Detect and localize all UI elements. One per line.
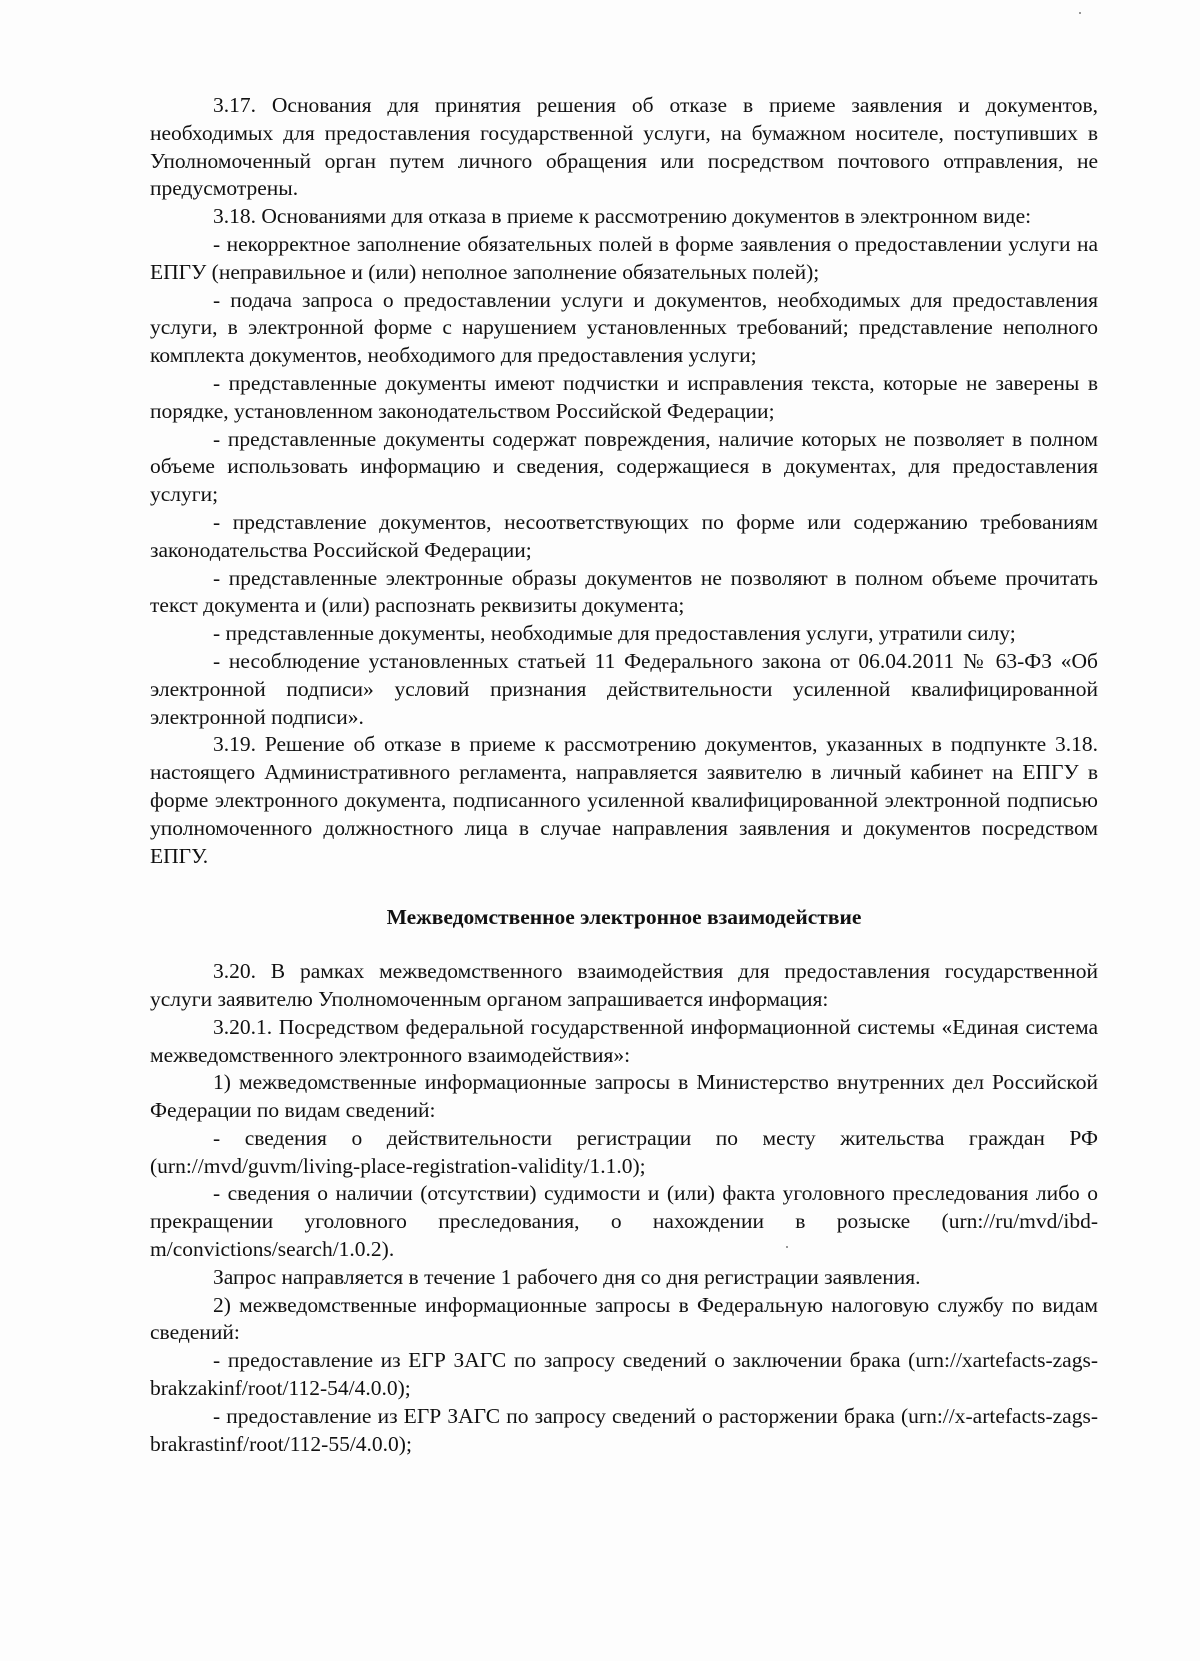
list-item: - представленные документы содержат повреждения, наличие которых не позволяет в полном объеме использовать информацию и сведения, содержащиеся в документах, для предоставления услуги; [150, 426, 1098, 507]
section-heading: Межведомственное электронное взаимодействие [386, 905, 862, 930]
list-item: - подача запроса о предоставлении услуги и документов, необходимых для предоставления услуги, в электронной форме с нарушением установленных требований; представление неполного комплекта документов, необходимого для предоставления услуги; [150, 287, 1098, 368]
paragraph-request-deadline: Запрос направляется в течение 1 рабочего дня со дня регистрации заявления. [213, 1264, 921, 1289]
list-item: - представленные документы, необходимые для предоставления услуги, утратили силу; [213, 621, 1016, 646]
paragraph-3-17: 3.17. Основания для принятия решения об отказе в приеме заявления и документов, необходимых для предоставления государственной услуги, на бумажном носителе, поступивших в Уполномоченный орган путем личного обращения или посредством почтового отправления, не предусмотрены. [150, 93, 1098, 201]
paragraph-3-18: 3.18. Основаниями для отказа в приеме к рассмотрению документов в электронном виде: [213, 204, 1032, 229]
paragraph-3-20-1: 3.20.1. Посредством федеральной государственной информационной системы «Единая система межведомственного электронного взаимодействия»: [150, 1014, 1098, 1067]
document-body [150, 92, 1098, 1458]
list-item: - представление документов, несоответствующих по форме или содержанию требованиям законодательства Российской Федерации; [150, 509, 1098, 562]
list-item: - некорректное заполнение обязательных полей в форме заявления о предоставлении услуги на ЕПГУ (неправильное и (или) неполное заполнение обязательных полей); [150, 231, 1098, 284]
list-item: - сведения о наличии (отсутствии) судимости и (или) факта уголовного преследования либо о прекращении уголовного преследования, о нахождении в розыске (urn://ru/mvd/ibd-m/convictions/search/1.0.2). [150, 1181, 1098, 1262]
list-item: 2) межведомственные информационные запросы в Федеральную налоговую службу по видам сведений: [150, 1292, 1098, 1345]
list-item: - сведения о действительности регистрации по месту жительства граждан РФ (urn://mvd/guvm/living-place-registration-validity/1.1.0); [150, 1125, 1098, 1178]
list-item: - несоблюдение установленных статьей 11 Федерального закона от 06.04.2011 № 63-ФЗ «Об электронной подписи» условий признания действительности усиленной квалифицированной электронной подписи». [150, 648, 1098, 729]
list-item: - предоставление из ЕГР ЗАГС по запросу сведений о расторжении брака (urn://x-artefacts-zags-brakrastinf/root/112-55/4.0.0); [150, 1403, 1098, 1456]
list-item: - представленные электронные образы документов не позволяют в полном объеме прочитать текст документа и (или) распознать реквизиты документа; [150, 565, 1098, 618]
list-item: - предоставление из ЕГР ЗАГС по запросу сведений о заключении брака (urn://xartefacts-zags-brakzakinf/root/112-54/4.0.0); [150, 1348, 1098, 1401]
paragraph-3-20: 3.20. В рамках межведомственного взаимодействия для предоставления государственной услуги заявителю Уполномоченным органом запрашивается информация: [150, 959, 1098, 1011]
paragraph-3-19: 3.19. Решение об отказе в приеме к рассмотрению документов, указанных в подпункте 3.18. настоящего Административного регламента, направляется заявителю в личный кабинет на ЕПГУ в форме электронного документа, подписанного усиленной квалифицированной электронной подписью уполномоченного должностного лица в случае направления заявления и документов посредством ЕПГУ. [150, 732, 1098, 868]
scan-speck [1079, 12, 1081, 14]
list-item: 1) межведомственные информационные запросы в Министерство внутренних дел Российской Федерации по видам сведений: [150, 1070, 1098, 1123]
list-item: - представленные документы имеют подчистки и исправления текста, которые не заверены в порядке, установленном законодательством Российской Федерации; [150, 370, 1098, 423]
